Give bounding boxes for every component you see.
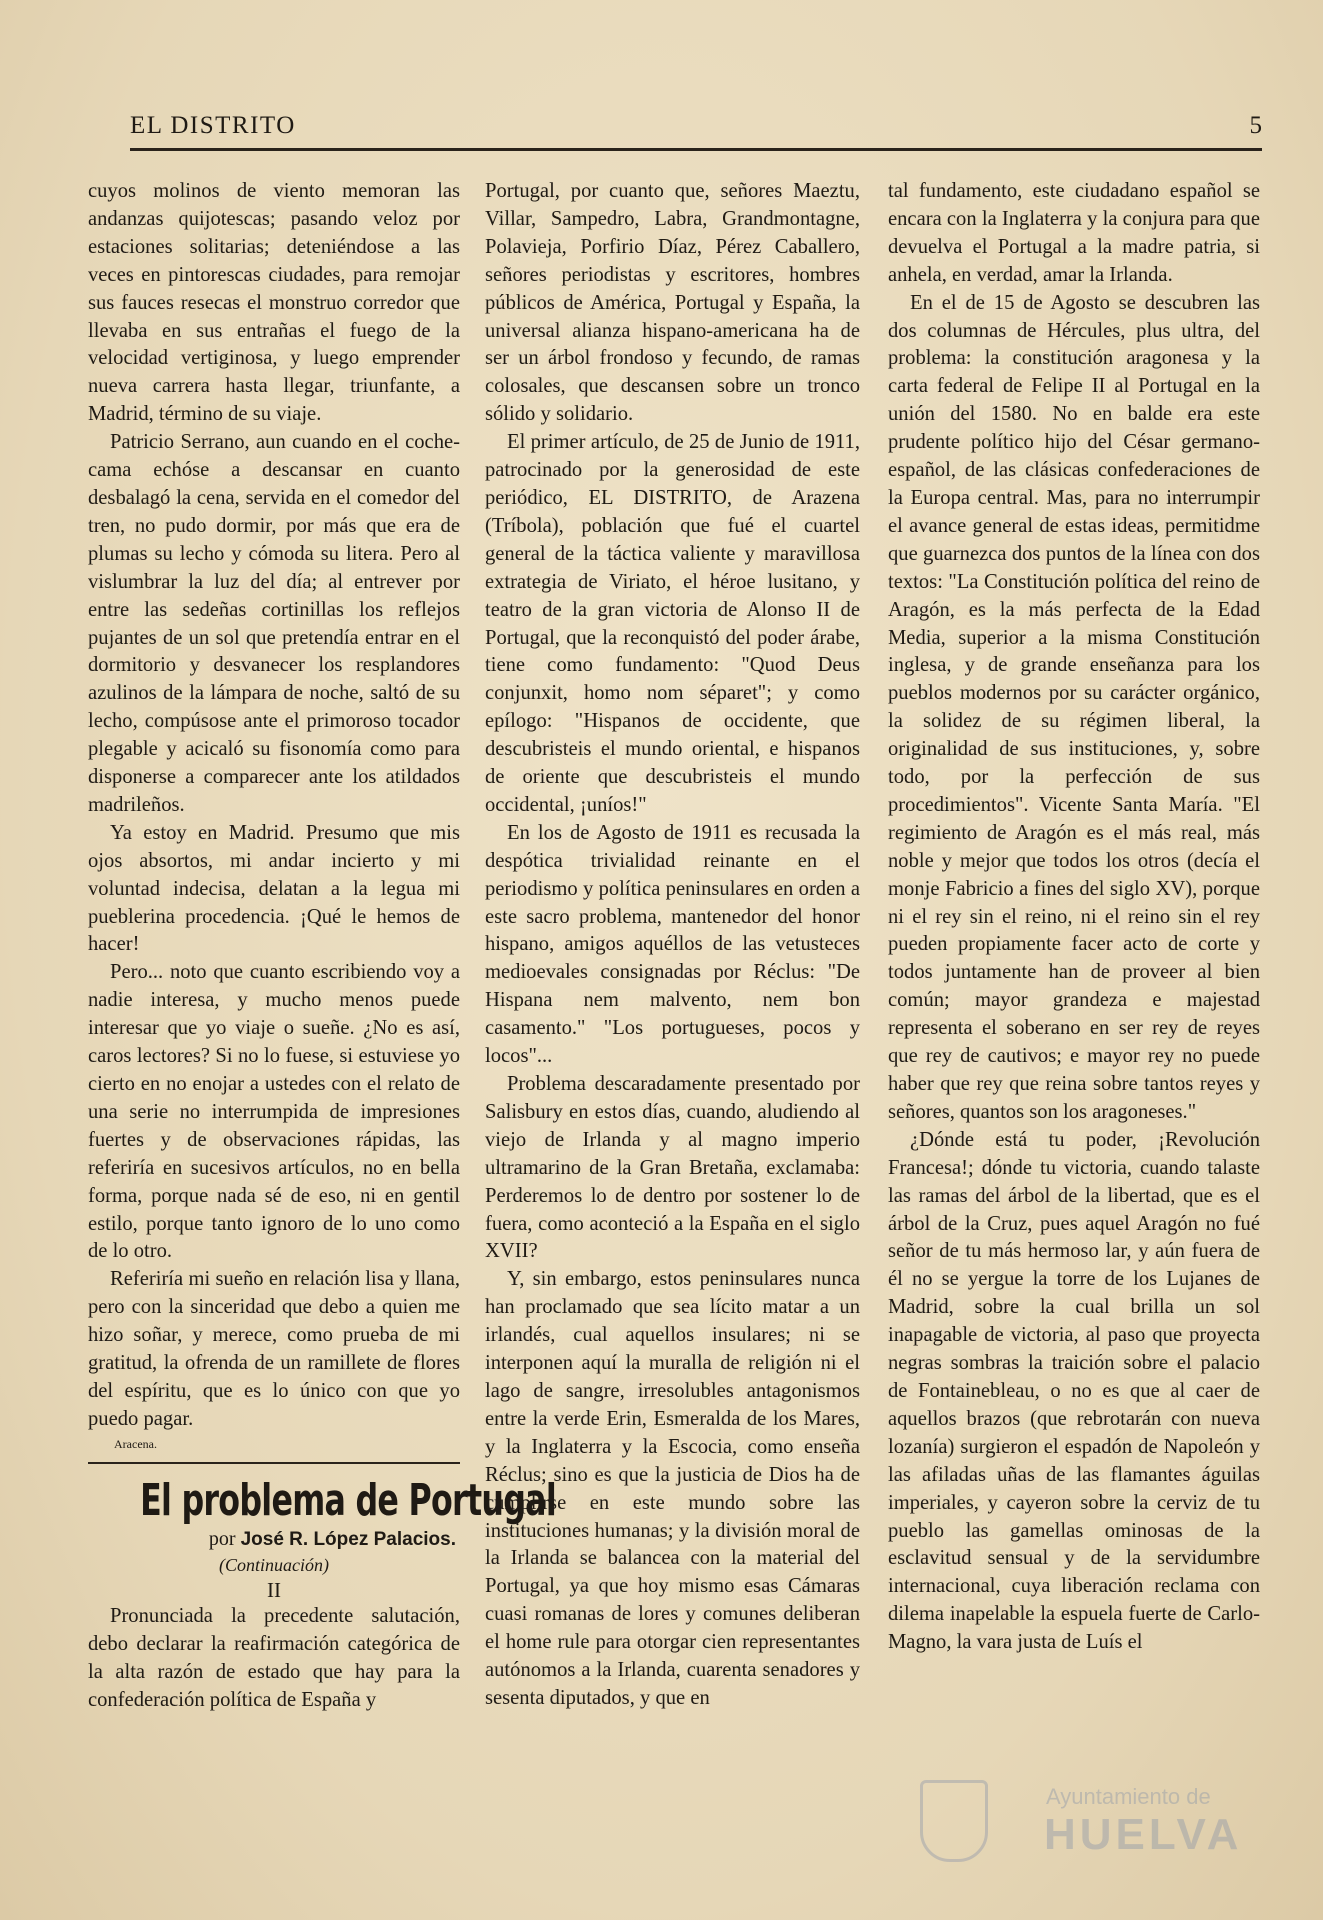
newspaper-title: EL DISTRITO: [130, 112, 296, 139]
paragraph: Ya estoy en Madrid. Presumo que mis ojos absortos, mi andar incierto y mi voluntad indecisa, delatan a la legua mi pueblerina procedencia. ¡Qué le hemos de hacer!: [88, 821, 460, 956]
article-separator: [88, 1462, 460, 1464]
byline-prefix: por: [208, 1527, 236, 1550]
column-2: [485, 178, 860, 1713]
paragraph: Referiría mi sueño en relación lisa y llana, pero con la sinceridad que debo a quien me hizo soñar, y merece, como prueba de mi gratitud, la ofrenda de un ramillete de flores del espíritu, que es lo único con que yo puedo pagar.: [88, 1268, 460, 1430]
archive-watermark: [920, 1780, 1243, 1860]
paragraph: ¿Dónde está tu poder, ¡Revolución Francesa!; dónde tu victoria, cuando talaste las ramas del árbol de la libertad, que es el árbol de la Cruz, pues aquel Aragón no fué señor de tu más hermoso lar, y aún fuera de él no se yergue la torre de los Lujanes de Madrid, sobre la cual brilla un sol inapagable de victoria, al paso que proyecta negras sombras la traición sobre el palacio de Fontainebleau, o no es que al caer de aquellos brazos (que rebrotarán con nueva lozanía) surgieron el espadón de Napoleón y las afiladas uñas de las flamantes águilas imperiales, y cayeron sobre la cerviz de tu pueblo las gamellas ominosas de la esclavitud sensual y de la servidumbre internacional, cuya liberación reclama con dilema inapelable la espuela fuerte de Carlo-Magno, la vara justa de Luís el: [888, 1128, 1260, 1654]
paragraph: tal fundamento, este ciudadano español se encara con la Inglaterra y la conjura para que devuelva el Portugal a la madre patria, si anhela, en verdad, amar la Irlanda.: [888, 180, 1260, 286]
page-header: [130, 108, 1262, 148]
article-title: El problema de Portugal: [140, 1474, 556, 1526]
watermark-line1: Ayuntamiento de: [1046, 1784, 1211, 1809]
paragraph: Portugal, por cuanto que, señores Maeztu, Villar, Sampedro, Labra, Grandmontagne, Polavieja, Porfirio Díaz, Pérez Caballero, señores periodistas y escritores, hombres públicos de América, Portugal y España, la universal alianza hispano-americana ha de ser un árbol frondoso y fecundo, de ramas colosales, que descansen sobre un tronco sólido y solidario.: [485, 180, 860, 426]
paragraph: Pero... noto que cuanto escribiendo voy a nadie interesa, y mucho menos puede interesar que yo viaje o sueñe. ¿No es así, caros lectores? Si no lo fuese, si estuviese yo cierto en no enojar a ustedes con el relato de una serie no interrumpida de impresiones fuertes y de observaciones rápidas, las referiría en sucesivos artículos, no en bella forma, porque nada sé de eso, ni en gentil estilo, porque tanto ignoro de lo uno como de lo otro.: [88, 961, 460, 1263]
author-name: José R. López Palacios.: [240, 1528, 456, 1550]
paragraph: Problema descaradamente presentado por Salisbury en estos días, cuando, aludiendo al viejo de Irlanda y al magno imperio ultramarino de la Gran Bretaña, exclamaba: Perderemos lo de dentro por sostener lo de fuera, como aconteció a la España en el siglo XVII?: [485, 1073, 860, 1263]
continuation-note: (Continuación): [219, 1554, 329, 1575]
paragraph: En el de 15 de Agosto se descubren las dos columnas de Hércules, plus ultra, del problema: la constitución aragonesa y la carta federal de Felipe II al Portugal en la unión del 1580. No en balde era este prudente político hijo del César germano-español, de las clásicas confederaciones de la Europa central. Mas, para no interrumpir el avance general de estas ideas, permitidme que guarnezca dos puntos de la línea con dos textos: "La Constitución política del reino de Aragón, es la más perfecta de la Edad Media, superior a la misma Constitución inglesa, y de grande enseñanza para los pueblos modernos por su carácter orgánico, la solidez de su régimen liberal, la originalidad de sus instituciones, y, sobre todo, por la perfección de sus procedimientos". Vicente Santa María. "El regimiento de Aragón es el más real, más noble y mejor que todos los otros (decía el monje Fabricio a fines del siglo XV), porque ni el rey sin el reino, ni el reino sin el rey pueden propiamente facer acto de corte y todos juntamente han de proveer al bien común; mayor grandeza e majestad representa el soberano en ser rey de reyes que rey de cautivos; e mayor rey no puede haber que rey que reina sobre tantos reyes y señores, quantos son los aragoneses.": [888, 291, 1260, 1123]
byline: [88, 1526, 456, 1553]
column-3: [888, 178, 1260, 1657]
paragraph: Y, sin embargo, estos peninsulares nunca han proclamado que sea lícito matar a un irlandés, cual aquellos insulares; ni se interponen aquí la muralla de religión ni el lago de sangre, irresolubles antagonismos entre la verde Erin, Esmeralda de los Mares, y la Inglaterra y la Escocia, como enseña Réclus; sino es que la justicia de Dios ha de cumplirse en este mundo sobre las instituciones humanas; y la división moral de la Irlanda se balancea con la material del Portugal, ya que hoy mismo esas Cámaras cuasi romanas de lores y comunes deliberan el home rule para otorgar cien representantes autónomos a la Irlanda, cuarenta senadores y sesenta diputados, y que en: [485, 1268, 860, 1709]
paragraph: En los de Agosto de 1911 es recusada la despótica trivialidad reinante en el periodismo y política peninsulares en orden a este sacro problema, mantenedor del honor hispano, amigos aquéllos de las vetusteces medioevales consignadas por Réclus: "De Hispana nem malvento, nem bon casamento." "Los portugueses, pocos y locos"...: [485, 821, 860, 1068]
column-1: [88, 178, 556, 1714]
header-rule: [130, 148, 1262, 151]
page-number: 5: [1249, 112, 1262, 139]
paragraph: Patricio Serrano, aun cuando en el coche-cama echóse a descansar en cuanto desbalagó la cena, servida en el comedor del tren, no pudo dormir, por más que era de plumas su lecho y cómoda su litera. Pero al vislumbrar la luz del día; al entrever por entre las sedeñas cortinillas los reflejos pujantes de un sol que pretendía entrar en el dormitorio y desvanecer los resplandores azulinos de la lámpara de noche, saltó de su lecho, compúsose ante el primoroso tocador plegable y acicaló su fisonomía como para disponerse a comparecer ante los atildados madrileños.: [88, 431, 460, 816]
paragraph: El primer artículo, de 25 de Junio de 1911, patrocinado por la generosidad de este periódico, EL DISTRITO, de Arazena (Tríbola), población que fué el cuartel general de la táctica valiente y maravillosa extrategia de Viriato, el héroe lusitano, y teatro de la gran victoria de Alonso II de Portugal, que la reconquistó del poder árabe, tiene como fundamento: "Quod Deus conjunxit, homo nom séparet"; y como epílogo: "Hispanos de occidente, que descubristeis el mundo oriental, e hispanos de oriente que descubristeis el mundo occidental, ¡uníos!": [485, 431, 860, 816]
section-number: II: [267, 1577, 281, 1602]
paragraph: cuyos molinos de viento memoran las andanzas quijotescas; pasando veloz por estaciones solitarias; deteniéndose a las veces en pintorescas ciudades, para remojar sus fauces resecas el monstruo corredor que llevaba en sus entrañas el fuego de la velocidad vertiginosa, y luego emprender nueva carrera hasta llegar, triunfante, a Madrid, término de su viaje.: [88, 180, 460, 426]
city-shield-icon: [920, 1780, 988, 1862]
paragraph: Pronunciada la precedente salutación, debo declarar la reafirmación categórica de la alta razón de estado que hay para la confederación política de España y: [88, 1604, 460, 1711]
watermark-line2: HUELVA: [1044, 1810, 1243, 1859]
signature: Aracena.: [114, 1436, 157, 1451]
